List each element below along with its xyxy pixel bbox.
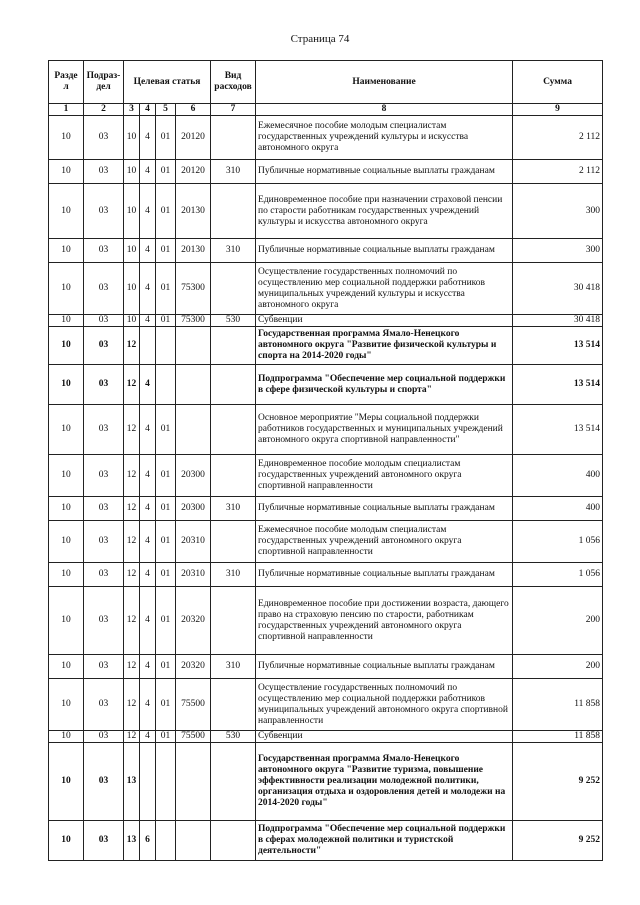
cell-program: 12 [124,327,140,365]
cell-subprogram: 4 [140,521,156,563]
cell-program: 12 [124,365,140,405]
cell-razdel: 10 [49,160,84,184]
cell-sum: 30 418 [513,315,603,327]
cell-sum: 9 252 [513,821,603,861]
cell-expense-type [211,263,256,315]
cell-expense-type [211,116,256,160]
cell-direction: 75500 [176,731,211,743]
cell-subprogram: 4 [140,731,156,743]
cell-program: 12 [124,655,140,679]
cell-sum: 200 [513,587,603,655]
cell-direction: 20120 [176,160,211,184]
cell-program: 13 [124,821,140,861]
header-razdel: Разде л [49,61,84,104]
cell-name: Государственная программа Ямало-Ненецкого автономного округа "Развитие туризма, повышение эффективности реализации молодежной политики, организация отдыха и оздоровления детей и молодежи на 2014-2020 годы" [256,743,513,821]
cell-direction: 20320 [176,587,211,655]
cell-event: 01 [156,497,176,521]
cell-event [156,365,176,405]
col-number: 5 [156,104,176,116]
cell-podrazdel: 03 [84,327,124,365]
cell-razdel: 10 [49,679,84,731]
cell-name: Ежемесячное пособие молодым специалистам государственных учреждений культуры и искусства автономного округа [256,116,513,160]
cell-direction [176,327,211,365]
cell-sum: 300 [513,184,603,239]
cell-expense-type [211,365,256,405]
cell-razdel: 10 [49,327,84,365]
cell-event [156,821,176,861]
cell-expense-type: 310 [211,563,256,587]
cell-name: Единовременное пособие молодым специалистам государственных учреждений автономного округа спортивной направленности [256,455,513,497]
cell-subprogram: 6 [140,821,156,861]
cell-podrazdel: 03 [84,587,124,655]
cell-event: 01 [156,405,176,455]
cell-razdel: 10 [49,731,84,743]
cell-name: Публичные нормативные социальные выплаты гражданам [256,239,513,263]
cell-sum: 13 514 [513,365,603,405]
cell-podrazdel: 03 [84,455,124,497]
cell-podrazdel: 03 [84,315,124,327]
cell-event: 01 [156,263,176,315]
cell-razdel: 10 [49,455,84,497]
cell-name: Единовременное пособие при назначении страховой пенсии по старости работникам государственных учреждений культуры и искусства автономного округа [256,184,513,239]
header-target-article: Целевая статья [124,61,211,104]
cell-podrazdel: 03 [84,116,124,160]
cell-razdel: 10 [49,563,84,587]
cell-expense-type [211,327,256,365]
cell-expense-type [211,743,256,821]
cell-expense-type: 310 [211,239,256,263]
cell-name: Публичные нормативные социальные выплаты гражданам [256,655,513,679]
cell-subprogram: 4 [140,239,156,263]
cell-program: 12 [124,455,140,497]
cell-program: 12 [124,587,140,655]
cell-direction: 20320 [176,655,211,679]
cell-sum: 400 [513,497,603,521]
cell-sum: 400 [513,455,603,497]
cell-razdel: 10 [49,521,84,563]
cell-razdel: 10 [49,184,84,239]
cell-program: 10 [124,184,140,239]
cell-expense-type [211,679,256,731]
cell-podrazdel: 03 [84,365,124,405]
cell-event: 01 [156,239,176,263]
cell-razdel: 10 [49,116,84,160]
cell-subprogram: 4 [140,263,156,315]
cell-direction: 75300 [176,315,211,327]
cell-event: 01 [156,455,176,497]
cell-razdel: 10 [49,655,84,679]
cell-program: 13 [124,743,140,821]
cell-name: Ежемесячное пособие молодым специалистам государственных учреждений автономного округа спортивной направленности [256,521,513,563]
cell-expense-type [211,184,256,239]
cell-sum: 11 858 [513,731,603,743]
page-number: Страница 74 [290,33,350,45]
cell-direction: 20130 [176,184,211,239]
cell-razdel: 10 [49,587,84,655]
cell-direction: 20310 [176,521,211,563]
cell-podrazdel: 03 [84,497,124,521]
cell-event: 01 [156,731,176,743]
cell-podrazdel: 03 [84,821,124,861]
cell-sum: 11 858 [513,679,603,731]
cell-name: Единовременное пособие при достижении возраста, дающего право на страховую пенсию по старости, работникам государственных учреждений автономного округа спортивной направленности [256,587,513,655]
cell-program: 12 [124,497,140,521]
cell-direction [176,743,211,821]
cell-name: Субвенции [256,731,513,743]
cell-name: Подпрограмма "Обеспечение мер социальной поддержки в сфере физической культуры и спорта" [256,365,513,405]
cell-sum: 9 252 [513,743,603,821]
cell-direction [176,405,211,455]
cell-direction: 20120 [176,116,211,160]
cell-name: Публичные нормативные социальные выплаты гражданам [256,160,513,184]
cell-podrazdel: 03 [84,405,124,455]
cell-subprogram: 4 [140,116,156,160]
cell-direction: 20310 [176,563,211,587]
cell-event: 01 [156,587,176,655]
cell-razdel: 10 [49,263,84,315]
cell-subprogram: 4 [140,587,156,655]
col-number: 9 [513,104,603,116]
cell-podrazdel: 03 [84,184,124,239]
cell-expense-type: 310 [211,160,256,184]
cell-program: 10 [124,116,140,160]
cell-sum: 1 056 [513,563,603,587]
cell-program: 12 [124,731,140,743]
cell-sum: 13 514 [513,405,603,455]
cell-event: 01 [156,521,176,563]
cell-subprogram: 4 [140,655,156,679]
cell-podrazdel: 03 [84,263,124,315]
cell-subprogram: 4 [140,405,156,455]
budget-table [48,60,603,861]
cell-direction: 75300 [176,263,211,315]
cell-podrazdel: 03 [84,160,124,184]
cell-subprogram: 4 [140,184,156,239]
cell-podrazdel: 03 [84,563,124,587]
cell-program: 12 [124,405,140,455]
cell-razdel: 10 [49,239,84,263]
cell-program: 10 [124,239,140,263]
header-podrazdel: Подраз- дел [84,61,124,104]
cell-direction [176,821,211,861]
cell-razdel: 10 [49,315,84,327]
cell-event: 01 [156,160,176,184]
cell-razdel: 10 [49,405,84,455]
cell-podrazdel: 03 [84,239,124,263]
cell-name: Публичные нормативные социальные выплаты гражданам [256,563,513,587]
col-number: 7 [211,104,256,116]
col-number: 1 [49,104,84,116]
cell-event: 01 [156,655,176,679]
cell-name: Публичные нормативные социальные выплаты гражданам [256,497,513,521]
header-expense-type: Вид расходов [211,61,256,104]
cell-direction: 75500 [176,679,211,731]
cell-podrazdel: 03 [84,655,124,679]
cell-subprogram: 4 [140,679,156,731]
cell-subprogram [140,743,156,821]
col-number: 8 [256,104,513,116]
cell-sum: 200 [513,655,603,679]
header-name: Наименование [256,61,513,104]
col-number: 6 [176,104,211,116]
header-sum: Сумма [513,61,603,104]
cell-program: 12 [124,679,140,731]
cell-expense-type [211,821,256,861]
cell-expense-type: 530 [211,731,256,743]
cell-event: 01 [156,563,176,587]
cell-subprogram: 4 [140,365,156,405]
cell-subprogram: 4 [140,497,156,521]
cell-expense-type: 530 [211,315,256,327]
cell-subprogram: 4 [140,315,156,327]
col-number: 4 [140,104,156,116]
cell-sum: 13 514 [513,327,603,365]
cell-direction: 20130 [176,239,211,263]
cell-expense-type [211,405,256,455]
cell-razdel: 10 [49,743,84,821]
cell-expense-type: 310 [211,497,256,521]
cell-expense-type [211,455,256,497]
cell-sum: 2 112 [513,116,603,160]
cell-name: Осуществление государственных полномочий по осуществлению мер социальной поддержки работников муниципальных учреждений автономного округа спортивной направленности [256,679,513,731]
cell-podrazdel: 03 [84,731,124,743]
cell-event [156,327,176,365]
cell-subprogram: 4 [140,455,156,497]
cell-sum: 1 056 [513,521,603,563]
cell-program: 10 [124,315,140,327]
cell-expense-type [211,521,256,563]
cell-direction: 20300 [176,455,211,497]
cell-direction: 20300 [176,497,211,521]
cell-podrazdel: 03 [84,743,124,821]
cell-direction [176,365,211,405]
cell-expense-type [211,587,256,655]
cell-event [156,743,176,821]
cell-program: 12 [124,521,140,563]
cell-event: 01 [156,315,176,327]
cell-sum: 30 418 [513,263,603,315]
cell-subprogram: 4 [140,563,156,587]
cell-razdel: 10 [49,821,84,861]
cell-event: 01 [156,116,176,160]
cell-subprogram [140,327,156,365]
cell-razdel: 10 [49,365,84,405]
col-number: 2 [84,104,124,116]
cell-sum: 300 [513,239,603,263]
cell-event: 01 [156,184,176,239]
cell-razdel: 10 [49,497,84,521]
cell-name: Государственная программа Ямало-Ненецкого автономного округа "Развитие физической культуры и спорта на 2014-2020 годы" [256,327,513,365]
cell-name: Субвенции [256,315,513,327]
cell-podrazdel: 03 [84,679,124,731]
cell-expense-type: 310 [211,655,256,679]
cell-program: 12 [124,563,140,587]
cell-subprogram: 4 [140,160,156,184]
cell-program: 10 [124,263,140,315]
cell-event: 01 [156,679,176,731]
cell-program: 10 [124,160,140,184]
cell-name: Основное мероприятие "Меры социальной поддержки работников государственных и муниципальных учреждений автономного округа спортивной направленности" [256,405,513,455]
cell-podrazdel: 03 [84,521,124,563]
cell-sum: 2 112 [513,160,603,184]
cell-name: Осуществление государственных полномочий по осуществлению мер социальной поддержки работников муниципальных учреждений культуры и искусства автономного округа [256,263,513,315]
col-number: 3 [124,104,140,116]
cell-name: Подпрограмма "Обеспечение мер социальной поддержки в сферах молодежной политики и туристской деятельности" [256,821,513,861]
